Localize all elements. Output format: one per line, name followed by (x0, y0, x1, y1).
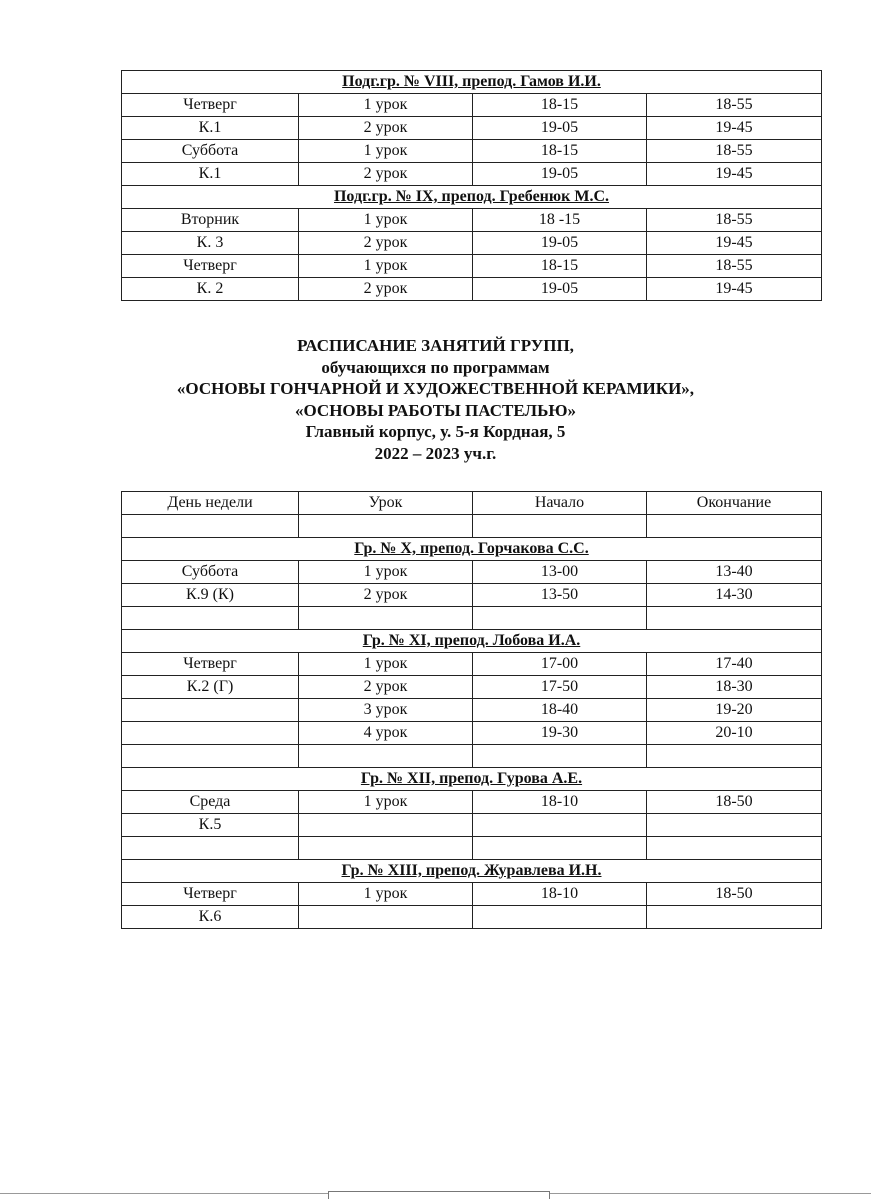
lesson-cell: 1 урок (299, 209, 473, 232)
start-cell (473, 814, 647, 837)
heading-line-2: обучающихся по программам (321, 357, 550, 377)
day-room-cell: К.1 (122, 163, 299, 186)
end-cell: 19-45 (647, 163, 822, 186)
table-row (122, 653, 822, 676)
end-cell (647, 906, 822, 929)
start-cell: 13-00 (473, 561, 647, 584)
heading-line-6: 2022 – 2023 уч.г. (374, 443, 497, 463)
table-row (122, 255, 822, 278)
end-cell (647, 837, 822, 860)
lesson-cell: 2 урок (299, 232, 473, 255)
lesson-cell: 1 урок (299, 791, 473, 814)
lesson-cell (299, 607, 473, 630)
table-row (122, 699, 822, 722)
table-row (122, 791, 822, 814)
table-row (122, 94, 822, 117)
lesson-cell: Урок (299, 492, 473, 515)
table-row (122, 837, 822, 860)
start-cell: 19-05 (473, 232, 647, 255)
table-row (122, 117, 822, 140)
day-room-cell: Четверг (122, 653, 299, 676)
end-cell: 18-50 (647, 791, 822, 814)
lesson-cell: 1 урок (299, 561, 473, 584)
end-cell: 19-45 (647, 278, 822, 301)
end-cell: 18-30 (647, 676, 822, 699)
lesson-cell: 1 урок (299, 140, 473, 163)
start-cell: 18-15 (473, 255, 647, 278)
start-cell (473, 906, 647, 929)
day-room-cell: К.2 (Г) (122, 676, 299, 699)
heading-line-4: «ОСНОВЫ РАБОТЫ ПАСТЕЛЬЮ» (295, 400, 576, 420)
start-cell: 19-05 (473, 278, 647, 301)
group-header-row (122, 186, 822, 209)
schedule-table-top-body (122, 71, 822, 301)
group-header: Гр. № X, препод. Горчакова С.С. (122, 538, 822, 561)
table-row (122, 209, 822, 232)
start-cell: 18-40 (473, 699, 647, 722)
start-cell: 18-15 (473, 94, 647, 117)
lesson-cell: 3 урок (299, 699, 473, 722)
table-row (122, 278, 822, 301)
day-room-cell: Четверг (122, 883, 299, 906)
schedule-heading (0, 335, 871, 464)
day-room-cell (122, 515, 299, 538)
end-cell: 18-50 (647, 883, 822, 906)
lesson-cell: 1 урок (299, 653, 473, 676)
header-row (122, 492, 822, 515)
lesson-cell (299, 906, 473, 929)
day-room-cell: Среда (122, 791, 299, 814)
start-cell: 18 -15 (473, 209, 647, 232)
lesson-cell (299, 515, 473, 538)
day-room-cell (122, 745, 299, 768)
end-cell (647, 745, 822, 768)
lesson-cell: 1 урок (299, 255, 473, 278)
lesson-cell: 4 урок (299, 722, 473, 745)
table-row (122, 745, 822, 768)
day-room-cell: К.5 (122, 814, 299, 837)
end-cell: 18-55 (647, 140, 822, 163)
end-cell (647, 607, 822, 630)
day-room-cell: К.1 (122, 117, 299, 140)
end-cell: 17-40 (647, 653, 822, 676)
start-cell: 18-10 (473, 791, 647, 814)
table-row (122, 676, 822, 699)
group-header: Гр. № XIII, препод. Журавлева И.Н. (122, 860, 822, 883)
heading-line-3: «ОСНОВЫ ГОНЧАРНОЙ И ХУДОЖЕСТВЕННОЙ КЕРАМИКИ», (176, 379, 695, 398)
schedule-table-bottom-body (122, 492, 822, 929)
group-header-row (122, 538, 822, 561)
day-room-cell (122, 607, 299, 630)
table-row (122, 232, 822, 255)
day-room-cell (122, 699, 299, 722)
day-room-cell: К. 3 (122, 232, 299, 255)
end-cell: 18-55 (647, 209, 822, 232)
group-header: Гр. № XII, препод. Гурова А.Е. (122, 768, 822, 791)
day-room-cell: К.6 (122, 906, 299, 929)
group-header: Подг.гр. № IX, препод. Гребенюк М.С. (122, 186, 822, 209)
start-cell: 17-00 (473, 653, 647, 676)
table-row (122, 607, 822, 630)
day-room-cell (122, 722, 299, 745)
start-cell: 19-05 (473, 117, 647, 140)
day-room-cell: Четверг (122, 94, 299, 117)
start-cell (473, 745, 647, 768)
day-room-cell: День недели (122, 492, 299, 515)
lesson-cell (299, 814, 473, 837)
end-cell: 13-40 (647, 561, 822, 584)
start-cell: 18-15 (473, 140, 647, 163)
table-row (122, 163, 822, 186)
table-row (122, 722, 822, 745)
schedule-table-top (121, 70, 822, 301)
lesson-cell: 1 урок (299, 94, 473, 117)
group-header-row (122, 860, 822, 883)
day-room-cell (122, 837, 299, 860)
table-row (122, 584, 822, 607)
day-room-cell: Суббота (122, 140, 299, 163)
lesson-cell: 2 урок (299, 163, 473, 186)
group-header: Гр. № XI, препод. Лобова И.А. (122, 630, 822, 653)
table-row (122, 561, 822, 584)
day-room-cell: Суббота (122, 561, 299, 584)
table-row (122, 906, 822, 929)
table-row (122, 814, 822, 837)
day-room-cell: К. 2 (122, 278, 299, 301)
day-room-cell: К.9 (К) (122, 584, 299, 607)
day-room-cell: Четверг (122, 255, 299, 278)
table-row (122, 140, 822, 163)
end-cell: 18-55 (647, 94, 822, 117)
end-cell (647, 515, 822, 538)
lesson-cell: 1 урок (299, 883, 473, 906)
lesson-cell: 2 урок (299, 676, 473, 699)
end-cell: 19-45 (647, 117, 822, 140)
scan-bottom-tab (328, 1191, 550, 1199)
start-cell (473, 837, 647, 860)
group-header-row (122, 768, 822, 791)
schedule-table-bottom (121, 491, 822, 929)
lesson-cell (299, 745, 473, 768)
heading-line-5: Главный корпус, у. 5-я Кордная, 5 (305, 422, 566, 441)
group-header-row (122, 71, 822, 94)
lesson-cell: 2 урок (299, 278, 473, 301)
end-cell: 19-45 (647, 232, 822, 255)
lesson-cell: 2 урок (299, 584, 473, 607)
start-cell: 17-50 (473, 676, 647, 699)
end-cell: Окончание (647, 492, 822, 515)
start-cell: 19-30 (473, 722, 647, 745)
start-cell: 13-50 (473, 584, 647, 607)
start-cell (473, 607, 647, 630)
group-header: Подг.гр. № VIII, препод. Гамов И.И. (122, 71, 822, 94)
start-cell: 19-05 (473, 163, 647, 186)
start-cell: Начало (473, 492, 647, 515)
end-cell: 19-20 (647, 699, 822, 722)
group-header-row (122, 630, 822, 653)
table-row (122, 883, 822, 906)
start-cell (473, 515, 647, 538)
lesson-cell (299, 837, 473, 860)
lesson-cell: 2 урок (299, 117, 473, 140)
start-cell: 18-10 (473, 883, 647, 906)
end-cell: 14-30 (647, 584, 822, 607)
table-row (122, 515, 822, 538)
end-cell: 20-10 (647, 722, 822, 745)
day-room-cell: Вторник (122, 209, 299, 232)
end-cell: 18-55 (647, 255, 822, 278)
heading-line-1: РАСПИСАНИЕ ЗАНЯТИЙ ГРУПП, (297, 336, 574, 355)
end-cell (647, 814, 822, 837)
